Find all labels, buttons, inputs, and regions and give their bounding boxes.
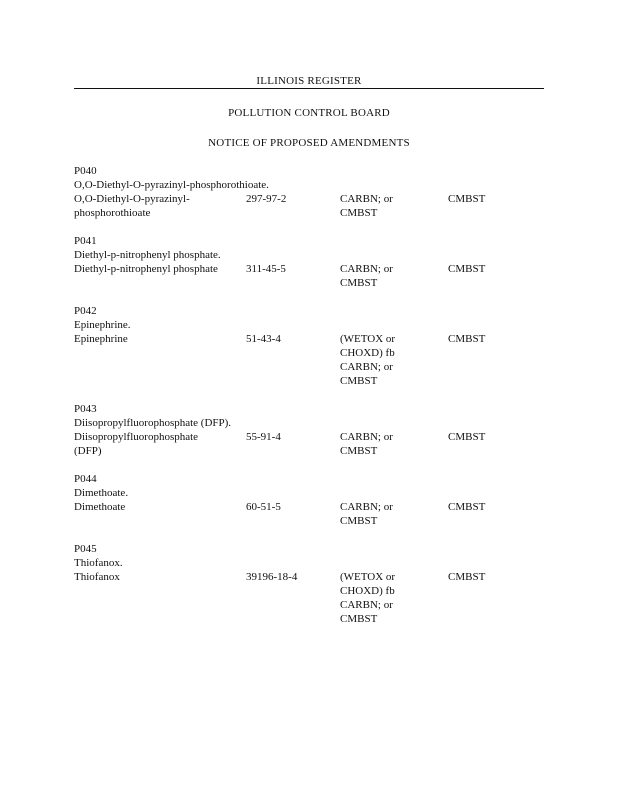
constituent-name <box>74 570 246 584</box>
waste-entry <box>74 304 544 388</box>
cas-number <box>246 570 340 584</box>
wastewater-standard-line: CARBN; or <box>340 501 393 513</box>
register-title: ILLINOIS REGISTER <box>256 75 362 87</box>
nonwastewater-standard <box>448 262 538 276</box>
cas-number <box>246 430 340 444</box>
waste-code: P045 <box>74 543 97 555</box>
wastewater-standard-line: CMBST <box>340 277 378 289</box>
cas-number <box>246 262 340 276</box>
constituent-row <box>74 262 544 290</box>
constituent-name <box>74 262 246 276</box>
board-name: POLLUTION CONTROL BOARD <box>228 107 390 119</box>
cas-number-text: 39196-18-4 <box>246 571 298 583</box>
common-name: O,O-Diethyl-O-pyrazinyl-phosphorothioate. <box>74 179 269 191</box>
common-name: Dimethoate. <box>74 487 129 499</box>
constituent-row <box>74 570 544 626</box>
waste-code: P042 <box>74 305 97 317</box>
constituent-row <box>74 430 544 458</box>
waste-entries-list <box>74 164 544 640</box>
wastewater-standard-line: CARBN; or <box>340 263 393 275</box>
nonwastewater-standard-text: CMBST <box>448 501 486 513</box>
constituent-name-line: (DFP) <box>74 445 102 457</box>
constituent-name-line: Thiofanox <box>74 571 120 583</box>
constituent-row <box>74 500 544 528</box>
wastewater-standard-line: CHOXD) fb <box>340 585 395 597</box>
wastewater-standard-line: (WETOX or <box>340 571 396 583</box>
cas-number-text: 60-51-5 <box>246 501 281 513</box>
waste-entry <box>74 542 544 626</box>
nonwastewater-standard <box>448 570 538 584</box>
constituent-name <box>74 192 246 220</box>
nonwastewater-standard <box>448 332 538 346</box>
wastewater-standard-line: CARBN; or <box>340 361 393 373</box>
waste-entry <box>74 164 544 220</box>
wastewater-standard-line: CMBST <box>340 207 378 219</box>
cas-number-text: 311-45-5 <box>246 263 286 275</box>
waste-entry <box>74 402 544 458</box>
nonwastewater-standard-text: CMBST <box>448 571 486 583</box>
wastewater-standard <box>340 570 448 626</box>
constituent-row <box>74 192 544 220</box>
common-name: Thiofanox. <box>74 557 123 569</box>
constituent-name <box>74 500 246 514</box>
constituent-name-line: Diisopropylfluorophosphate <box>74 431 199 443</box>
nonwastewater-standard-text: CMBST <box>448 193 486 205</box>
constituent-name <box>74 430 246 458</box>
common-name: Diisopropylfluorophosphate (DFP). <box>74 417 232 429</box>
wastewater-standard-line: (WETOX or <box>340 333 396 345</box>
constituent-name-line: Diethyl-p-nitrophenyl phosphate <box>74 263 218 275</box>
nonwastewater-standard-text: CMBST <box>448 333 486 345</box>
cas-number <box>246 192 340 206</box>
cas-number-text: 51-43-4 <box>246 333 281 345</box>
wastewater-standard-line: CMBST <box>340 375 378 387</box>
wastewater-standard-line: CMBST <box>340 445 378 457</box>
waste-entry <box>74 472 544 528</box>
wastewater-standard-line: CARBN; or <box>340 599 393 611</box>
waste-code: P044 <box>74 473 97 485</box>
nonwastewater-standard <box>448 192 538 206</box>
wastewater-standard <box>340 500 448 528</box>
cas-number-text: 55-91-4 <box>246 431 281 443</box>
constituent-name-line: O,O-Diethyl-O-pyrazinyl- <box>74 193 190 205</box>
constituent-name <box>74 332 246 346</box>
nonwastewater-standard-text: CMBST <box>448 263 486 275</box>
nonwastewater-standard <box>448 430 538 444</box>
cas-number <box>246 332 340 346</box>
cas-number-text: 297-97-2 <box>246 193 287 205</box>
constituent-name-line: Epinephrine <box>74 333 128 345</box>
nonwastewater-standard <box>448 500 538 514</box>
wastewater-standard-line: CMBST <box>340 515 378 527</box>
constituent-row <box>74 332 544 388</box>
wastewater-standard <box>340 192 448 220</box>
wastewater-standard-line: CARBN; or <box>340 193 393 205</box>
nonwastewater-standard-text: CMBST <box>448 431 486 443</box>
wastewater-standard-line: CARBN; or <box>340 431 393 443</box>
wastewater-standard-line: CMBST <box>340 613 378 625</box>
header-rule <box>74 88 544 89</box>
constituent-name-line: Dimethoate <box>74 501 126 513</box>
wastewater-standard <box>340 430 448 458</box>
common-name: Epinephrine. <box>74 319 131 331</box>
notice-title: NOTICE OF PROPOSED AMENDMENTS <box>208 137 410 149</box>
waste-code: P043 <box>74 403 97 415</box>
wastewater-standard <box>340 332 448 388</box>
waste-code: P040 <box>74 165 97 177</box>
constituent-name-line: phosphorothioate <box>74 207 151 219</box>
waste-code: P041 <box>74 235 97 247</box>
waste-entry <box>74 234 544 290</box>
common-name: Diethyl-p-nitrophenyl phosphate. <box>74 249 221 261</box>
wastewater-standard-line: CHOXD) fb <box>340 347 395 359</box>
wastewater-standard <box>340 262 448 290</box>
cas-number <box>246 500 340 514</box>
